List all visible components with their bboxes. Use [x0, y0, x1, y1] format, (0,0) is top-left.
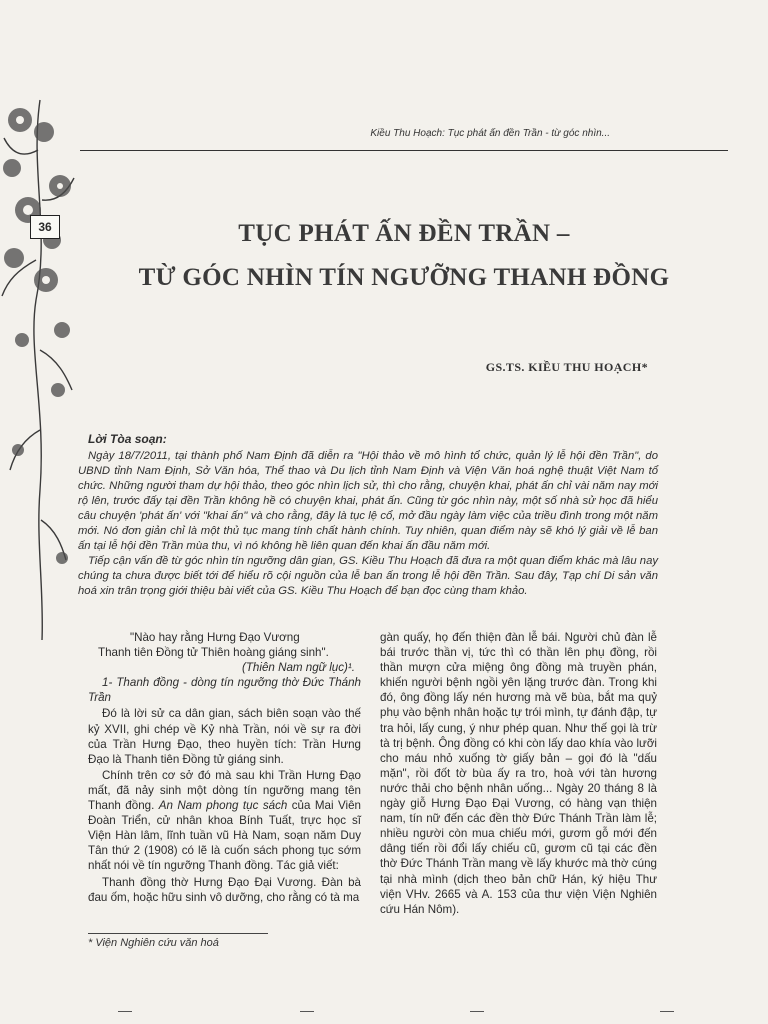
text-run: của Mai Viên Đoàn Triển, cử nhân khoa Bính Tuất, trực học sĩ Viện Hàn lâm, lĩnh tuần vũ Hà Nam, soạn năm Duy Tân thứ 2 (1908) có lẽ là cuốn sách phong tục sớm nhất nói về tín ngưỡng Thanh đồng. Tác giả viết:: [88, 799, 361, 873]
editor-note: [78, 432, 658, 599]
poem-source: (Thiên Nam ngữ lục)¹.: [241, 661, 355, 675]
floral-ornament: [0, 90, 78, 650]
body-paragraph: Thanh đồng thờ Hưng Đạo Đại Vương. Đàn bà đau ốm, hoặc hữu sinh vô dưỡng, cho rằng có tà ma: [88, 875, 361, 904]
body-paragraph: [88, 768, 361, 874]
text-run: Chính trên cơ sở đó mà sau khi Trần Hưng Đạo mất, đã nảy sinh một dòng tín ngưỡng mang tên Thanh đồng.: [88, 768, 361, 813]
poem-line: "Nào hay rằng Hưng Đạo Vương: [130, 631, 300, 644]
title-line-1: TỤC PHÁT ẤN ĐỀN TRẦN –: [238, 220, 570, 247]
article-title: [80, 212, 728, 300]
crop-mark: [470, 1011, 484, 1016]
left-column: [88, 630, 361, 906]
editor-note-paragraph: Ngày 18/7/2011, tại thành phố Nam Định đã diễn ra "Hội thảo về mô hình tổ chức, quản lý lễ hội đền Trần", do UBND tỉnh Nam Định, Sở Văn hóa, Thể thao và Du lịch tỉnh Nam Định và Viện Văn hoá nghệ thuật Việt Nam tổ chức. Những người tham dự hội thảo, theo góc nhìn lịch sử, thì cho rằng, chuyện khai, phát ấn chỉ vài năm nay mới rộ lên, trước đấy tại đền Trần không hề có chuyện khai, phát ấn. Cũng từ góc nhìn này, một số nhà sử học đã hiểu câu chuyện 'phát ấn' với "khai ấn" và cho rằng, đây là tục lệ cổ, mở đầu ngày làm việc của triều đình trong một năm mới. Nó đơn giản chỉ là một thủ tục mang tính chất hành chính. Tuy nhiên, quan điểm này sẽ khó lý giải về lễ ban ấn tại lễ hội đền Trần mùa thu, vì nó không hề liên quan đến khai ấn đầu năm mới.: [78, 450, 658, 552]
author-name: GS.TS. KIỀU THU HOẠCH*: [485, 360, 648, 374]
crop-mark: [118, 1011, 132, 1016]
section-heading: 1- Thanh đồng - dòng tín ngưỡng thờ Đức Thánh Trần: [88, 676, 361, 705]
footnote-rule: [88, 933, 268, 934]
crop-mark: [660, 1011, 674, 1016]
footnote: * Viện Nghiên cứu văn hoá: [88, 937, 219, 949]
body-paragraph: gàn quấy, họ đến thiện đàn lễ bái. Người chủ đàn lễ bái trước thần vị, tức thì có thần lên phụ đồng, rồi thần mượn cửa miệng ông đồng mà truyền phán, khiến người bệnh ngồi yên lặng trước đàn. Trong khi đó, ông đồng lấy nén hương mà vẽ bùa, bắt ma quỷ phụ vào bệnh nhân hoặc tự trói mình, tự đánh đập, tự tra hỏi, lấy cung, ý như phép quan. Như thế gọi là trừ tà trị bệnh. Ông đồng có khi còn lấy dao khía vào lưỡi cho máu nhỏ xuống tờ giấy bản – gọi đó là "dấu mặn", rồi đốt tờ bùa ấy ra tro, hoà với tàn hương nước thải cho bệnh nhân uống... Ngày 20 tháng 8 là ngày giỗ Hưng Đạo Đại Vương, có hàng vạn thiện nam, tín nữ đến các đền thờ Đức Thánh Trần làm lễ; nhiều người còn mua chiếu mới, gươm gỗ mới đến dâng tiến rồi đổi lấy chiếu cũ, gươm cũ tại các đền thờ Đức Thánh Trần mang về lấy khước mà thờ cúng tại nhà mình (dịch theo bản chữ Hán, ký hiệu Thư viện VHv. 2665 và A. 153 của thư viện Viện Nghiên cứu Hán Nôm).: [380, 631, 657, 916]
header-rule: [80, 150, 728, 151]
right-column: [380, 630, 657, 918]
running-header: Kiều Thu Hoạch: Tục phát ấn đền Trần - từ góc nhìn...: [370, 128, 610, 139]
editor-note-paragraph: Tiếp cận vấn đề từ góc nhìn tín ngưỡng dân gian, GS. Kiều Thu Hoạch đã đưa ra một quan điểm khác mà lâu nay chúng ta chưa được biết tới để hiểu rõ cội nguồn của lễ ban ấn trong lễ hội đền Trần. Sau đây, Tạp chí Di sản văn hoá xin trân trọng giới thiệu bài viết của GS. Kiều Thu Hoạch để bạn đọc cùng tham khảo.: [78, 555, 658, 597]
book-title: An Nam phong tục sách: [158, 799, 288, 813]
title-line-2: TỪ GÓC NHÌN TÍN NGƯỠNG THANH ĐỒNG: [138, 264, 670, 291]
poem-line: Thanh tiên Đồng tử Thiên hoàng giáng sinh".: [98, 646, 329, 660]
page-number: 36: [30, 215, 60, 239]
crop-mark: [300, 1011, 314, 1016]
body-paragraph: Đó là lời sử ca dân gian, sách biên soạn vào thế kỷ XVII, ghi chép về Kỷ nhà Trần, nói về sự ra đời của Trần Hưng Đạo, theo huyền tích: Trần Hưng Đạo là Thanh tiên Đồng tử giáng sinh.: [88, 707, 361, 766]
poem-quote: [88, 630, 361, 675]
editor-note-lead: Lời Tòa soạn:: [88, 432, 167, 446]
